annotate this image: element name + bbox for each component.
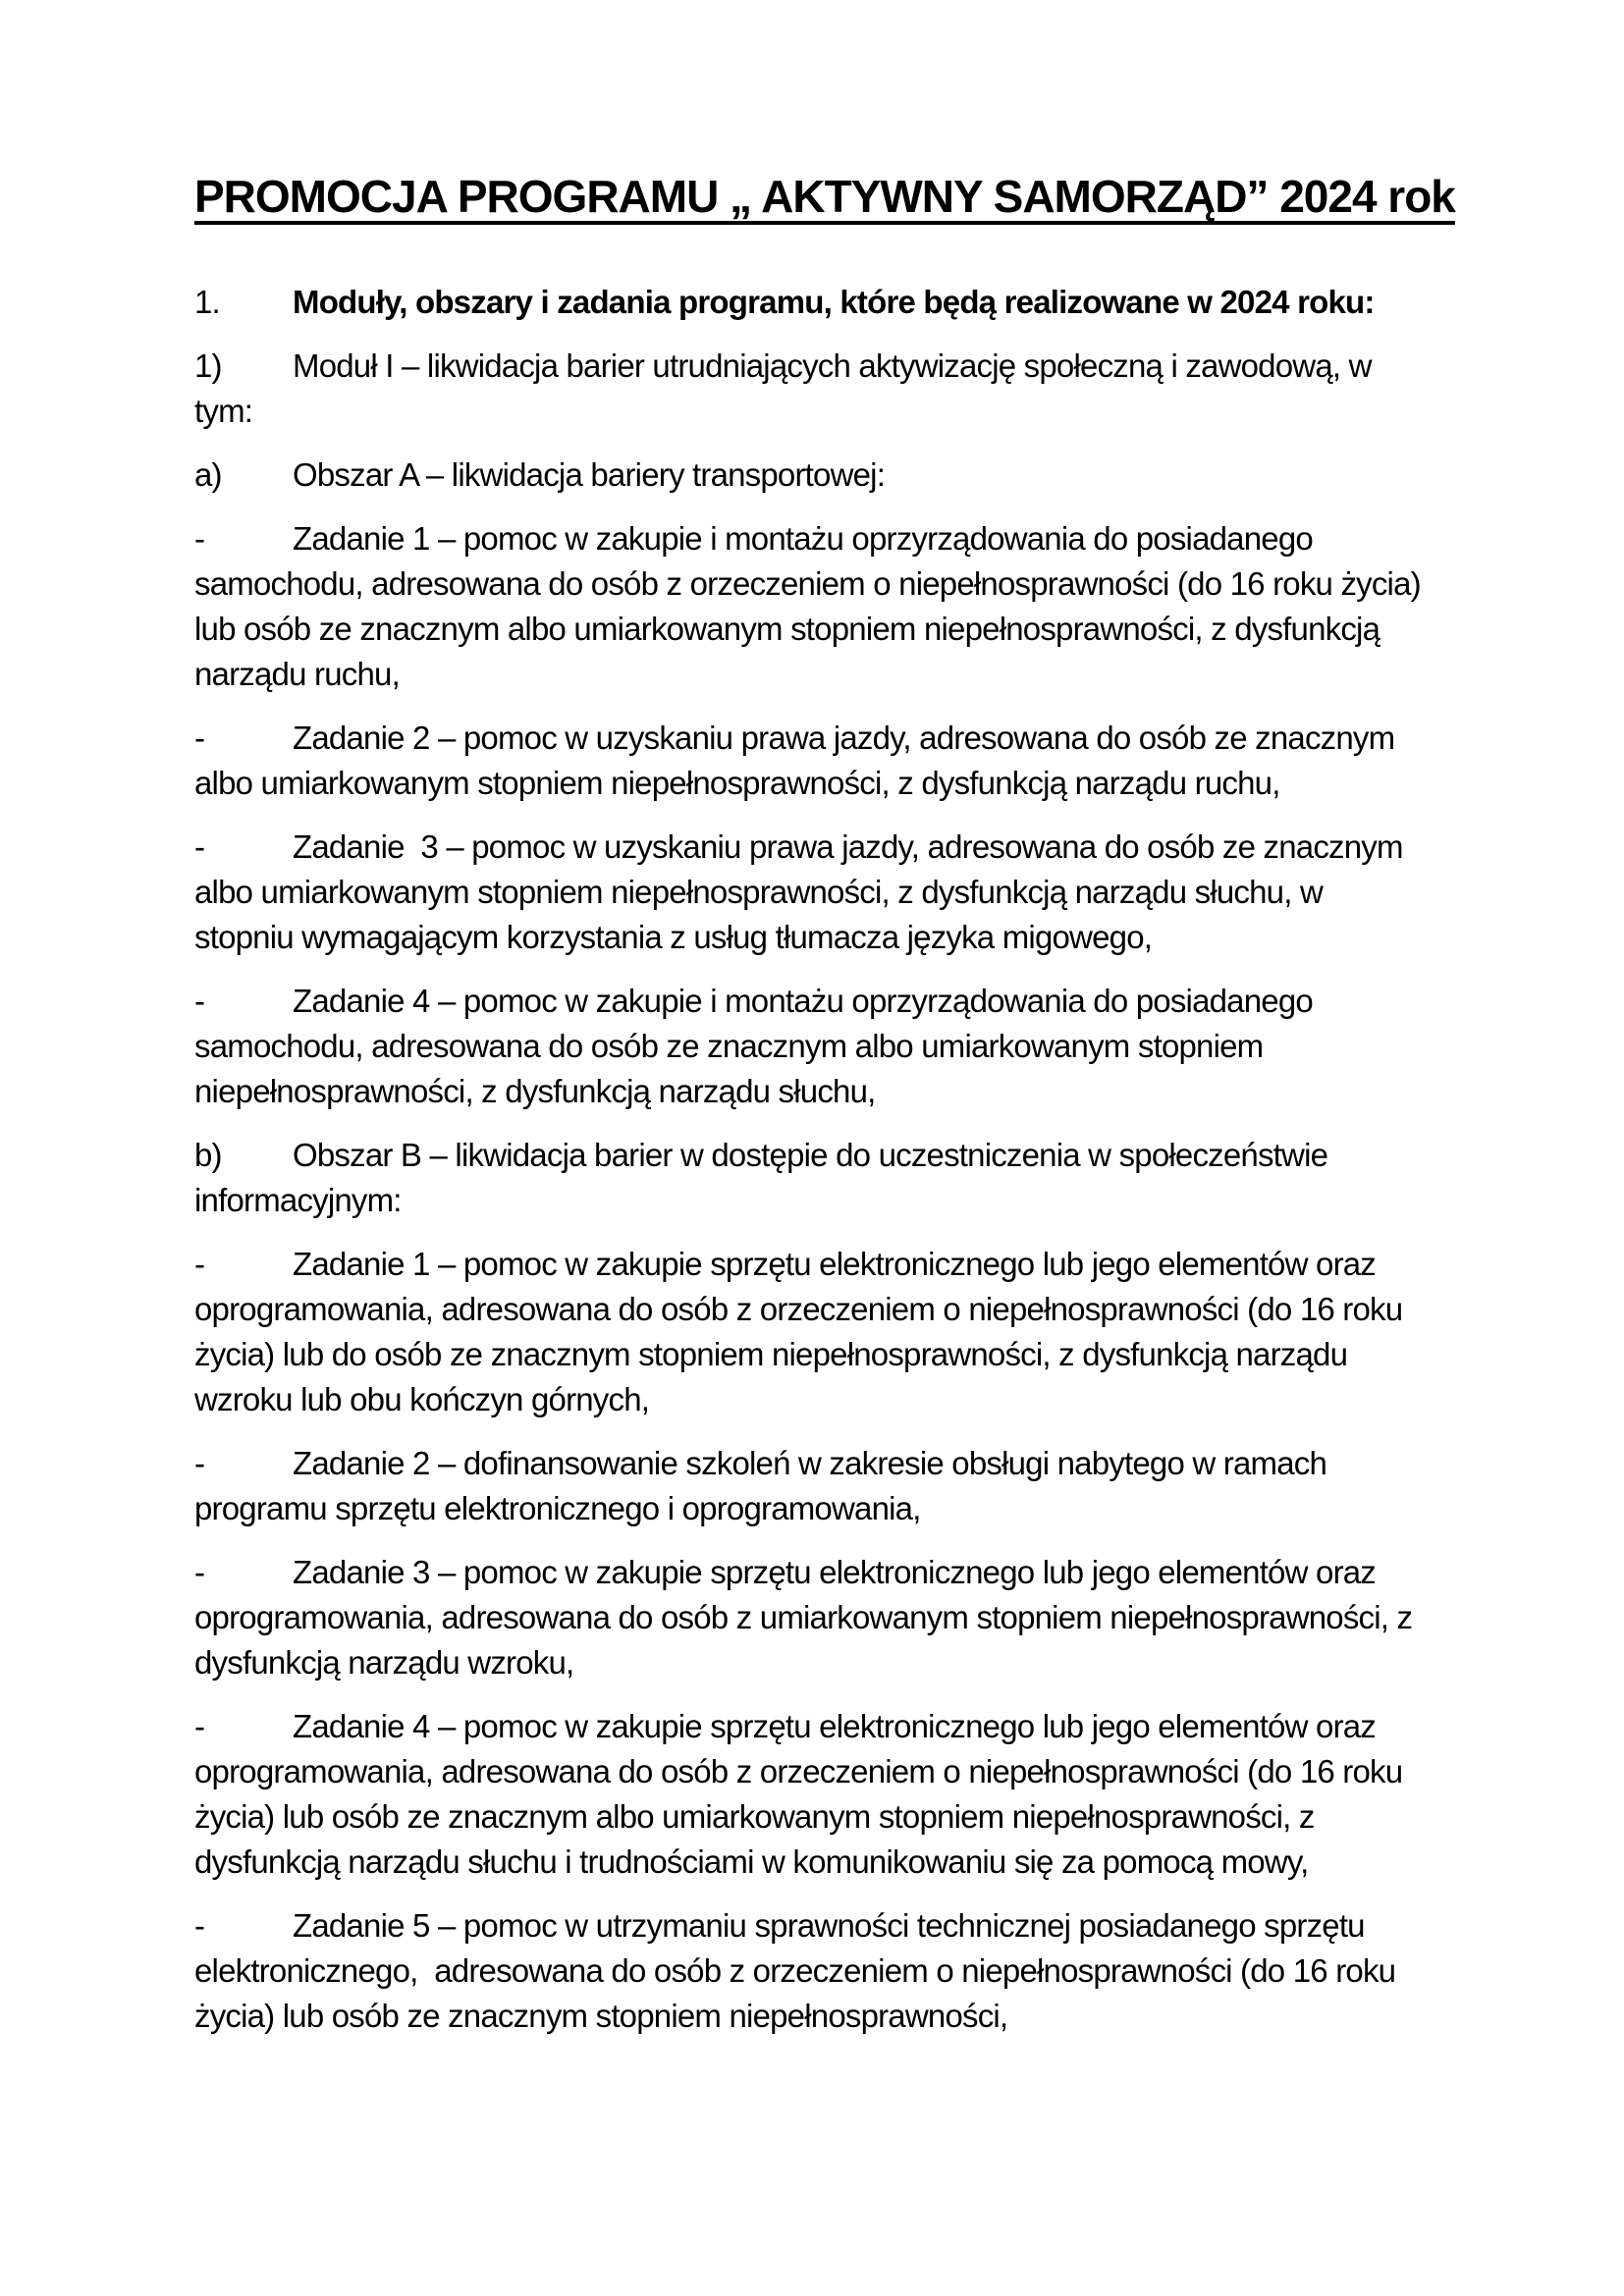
list-marker: - [194,1444,205,1481]
list-marker: - [194,982,205,1019]
paragraph-obszar-b-zadanie-3 [194,1550,1430,1685]
list-marker: - [194,1906,205,1944]
document-title-text: PROMOCJA PROGRAMU „ AKTYWNY SAMORZĄD” 2024 rok [194,171,1455,222]
paragraph-obszar-b-zadanie-1 [194,1242,1430,1422]
paragraph-obszar-b [194,1133,1430,1223]
paragraph-obszar-b-zadanie-5 [194,1903,1430,2039]
list-marker: - [194,1245,205,1282]
list-marker: 1. [194,283,220,320]
paragraph-text: Zadanie 5 – pomoc w utrzymaniu sprawności technicznej posiadanego sprzętu elektronicznego, adresowana do osób z orzeczeniem o niepełnosprawności (do 16 roku życia) lub osób ze znacznym stopniem niepełnosprawności, [194,1906,1404,2034]
paragraph-text: Zadanie 3 – pomoc w zakupie sprzętu elektronicznego lub jego elementów oraz oprogramowania, adresowana do osób z umiarkowanym stopniem niepełnosprawności, z dysfunkcją narządu wzroku, [194,1553,1421,1681]
paragraph-text: Zadanie 3 – pomoc w uzyskaniu prawa jazdy, adresowana do osób ze znacznym albo umiarkowanym stopniem niepełnosprawności, z dysfunkcją narządu słuchu, w stopniu wymagającym korzystania z usług tłumacza języka migowego, [194,828,1412,955]
paragraph-text: Zadanie 4 – pomoc w zakupie i montażu oprzyrządowania do posiadanego samochodu, adresowana do osób ze znacznym albo umiarkowanym stopniem niepełnosprawności, z dysfunkcją narządu słuchu, [194,982,1322,1109]
paragraph-modul-1 [194,344,1430,434]
paragraph-obszar-a-zadanie-3 [194,825,1430,960]
paragraph-obszar-a [194,453,1430,498]
paragraph-obszar-a-zadanie-4 [194,979,1430,1114]
paragraph-text: Zadanie 2 – dofinansowanie szkoleń w zakresie obsługi nabytego w ramach programu sprzętu elektronicznego i oprogramowania, [194,1444,1335,1526]
list-marker: 1) [194,347,222,384]
paragraph-text: Obszar A – likwidacja bariery transportowej: [293,455,886,493]
list-marker: - [194,1553,205,1590]
list-marker: - [194,828,205,865]
paragraph-modules-heading [194,280,1430,325]
paragraph-obszar-a-zadanie-2 [194,716,1430,806]
list-marker: b) [194,1136,222,1173]
paragraph-obszar-b-zadanie-2 [194,1441,1430,1531]
paragraph-text: Zadanie 4 – pomoc w zakupie sprzętu elektronicznego lub jego elementów oraz oprogramowania, adresowana do osób z orzeczeniem o niepełnosprawności (do 16 roku życia) lub osób ze znacznym albo umiarkowanym stopniem niepełnosprawności, z dysfunkcją narządu słuchu i trudnościami w komunikowaniu się za pomocą mowy, [194,1707,1411,1880]
paragraph-text: Obszar B – likwidacja barier w dostępie do uczestniczenia w społeczeństwie informacyjnym: [194,1136,1336,1218]
paragraph-text: Moduł I – likwidacja barier utrudniających aktywizację społeczną i zawodową, w tym: [194,347,1380,429]
document-title [194,169,1455,226]
list-marker: a) [194,455,222,493]
paragraph-text: Zadanie 2 – pomoc w uzyskaniu prawa jazdy, adresowana do osób ze znacznym albo umiarkowanym stopniem niepełnosprawności, z dysfunkcją narządu ruchu, [194,719,1403,801]
paragraph-obszar-a-zadanie-1 [194,516,1430,697]
paragraph-obszar-b-zadanie-4 [194,1704,1430,1885]
paragraph-text: Moduły, obszary i zadania programu, które będą realizowane w 2024 roku: [293,283,1375,320]
list-marker: - [194,519,205,557]
list-marker: - [194,1707,205,1744]
list-marker: - [194,719,205,756]
paragraph-text: Zadanie 1 – pomoc w zakupie i montażu oprzyrządowania do posiadanego samochodu, adresowana do osób z orzeczeniem o niepełnosprawności (do 16 roku życia) lub osób ze znacznym albo umiarkowanym stopniem niepełnosprawności, z dysfunkcją narządu ruchu, [194,519,1430,692]
paragraph-text: Zadanie 1 – pomoc w zakupie sprzętu elektronicznego lub jego elementów oraz oprogramowania, adresowana do osób z orzeczeniem o niepełnosprawności (do 16 roku życia) lub do osób ze znacznym stopniem niepełnosprawności, z dysfunkcją narządu wzroku lub obu kończyn górnych, [194,1245,1411,1417]
